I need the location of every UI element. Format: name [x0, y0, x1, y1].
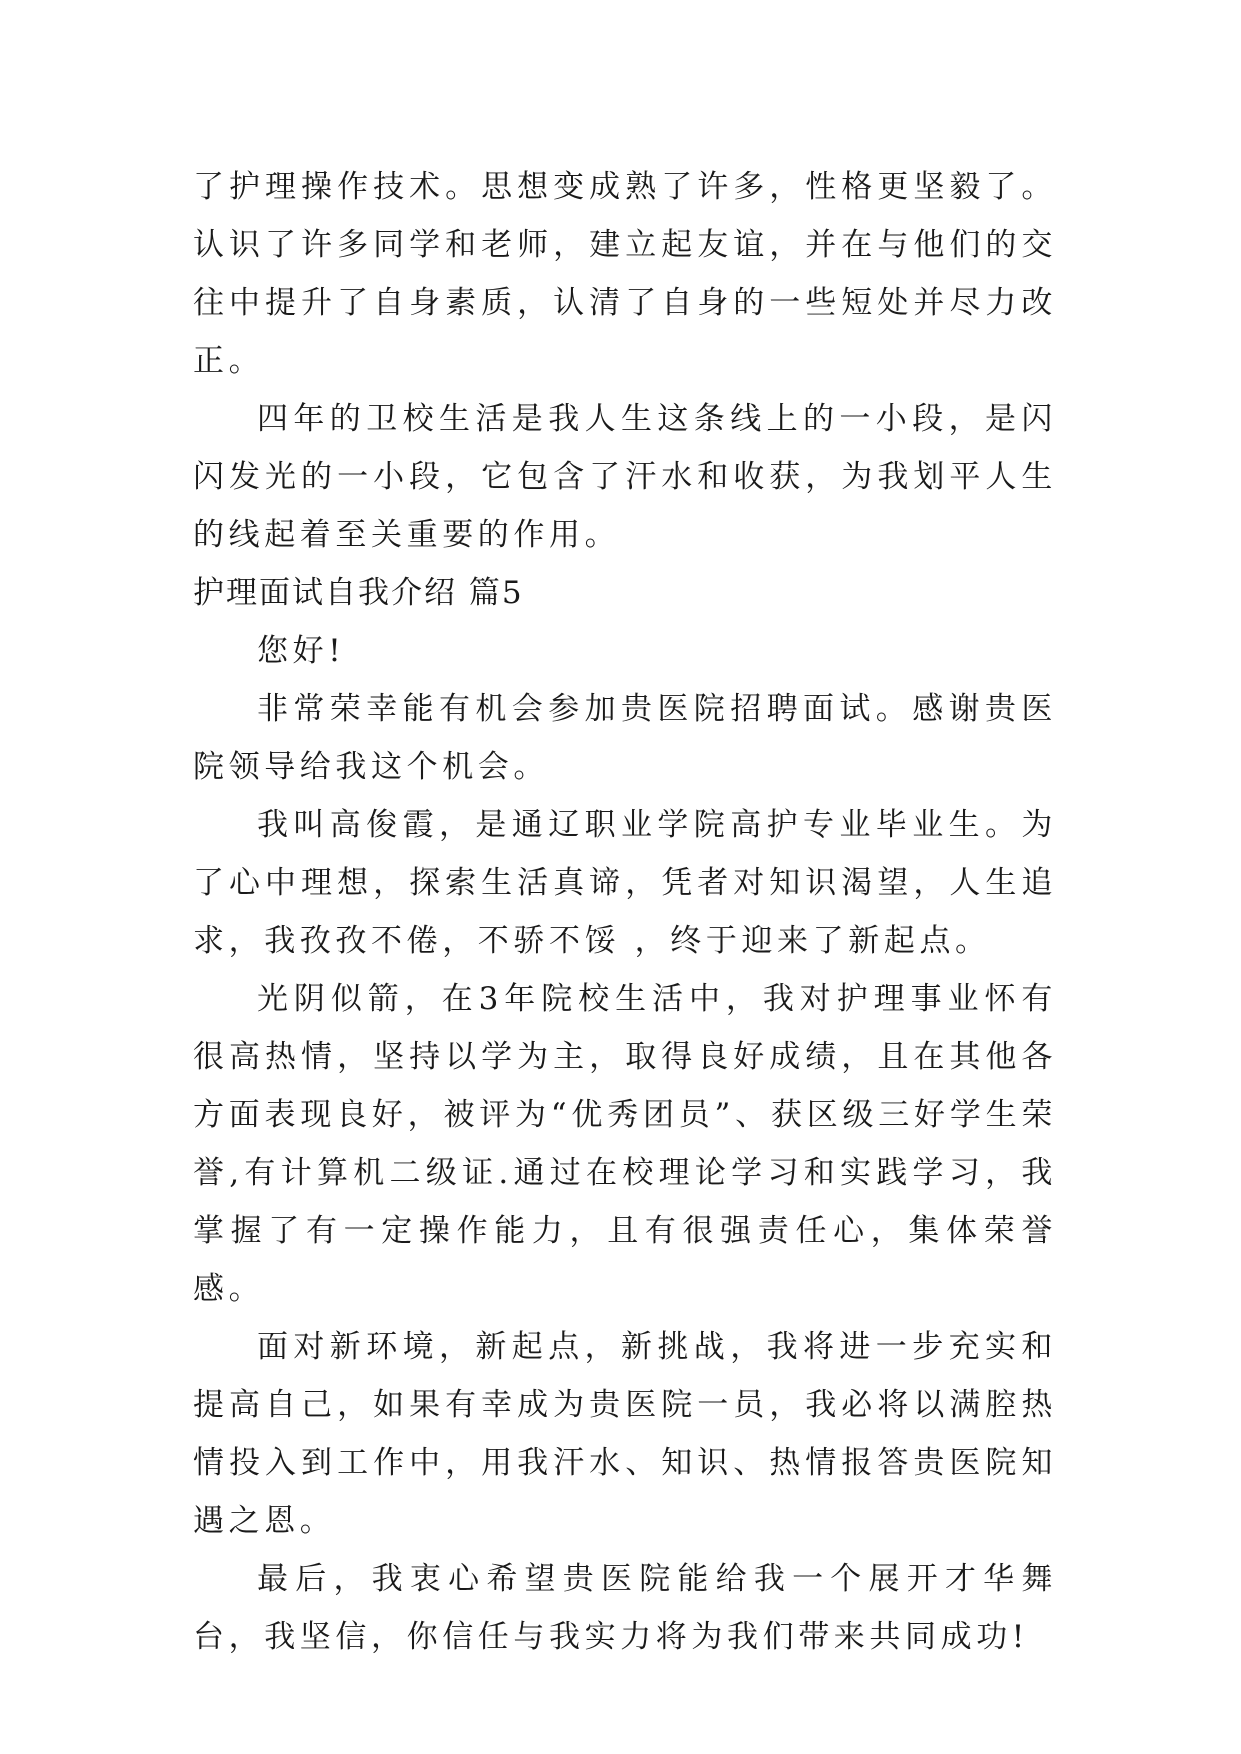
document-body — [193, 158, 1057, 1666]
paragraph-four-years: 四年的卫校生活是我人生这条线上的一小段，是闪闪发光的一小段，它包含了汗水和收获，为我划平人生的线起着至关重要的作用。 — [193, 401, 1057, 553]
paragraph-new-start: 面对新环境，新起点，新挑战，我将进一步充实和提高自己，如果有幸成为贵医院一员，我必将以满腔热情投入到工作中，用我汗水、知识、热情报答贵医院知遇之恩。 — [193, 1329, 1057, 1539]
paragraph-intro: 我叫高俊霞，是通辽职业学院高护专业毕业生。为了心中理想，探索生活真谛，凭者对知识渴望，人生追求，我孜孜不倦，不骄不馁 ，终于迎来了新起点。 — [193, 807, 1057, 959]
paragraph-continued: 了护理操作技术。思想变成熟了许多，性格更坚毅了。认识了许多同学和老师，建立起友谊，并在与他们的交往中提升了自身素质，认清了自身的一些短处并尽力改正。 — [193, 169, 1057, 379]
section-heading: 护理面试自我介绍 篇5 — [193, 575, 524, 611]
paragraph-three-years: 光阴似箭，在3年院校生活中，我对护理事业怀有很高热情，坚持以学为主，取得良好成绩，且在其他各方面表现良好，被评为“优秀团员”、获区级三好学生荣誉,有计算机二级证.通过在校理论学习和实践学习，我掌握了有一定操作能力，且有很强责任心，集体荣誉感。 — [193, 981, 1057, 1307]
paragraph-closing: 最后，我衷心希望贵医院能给我一个展开才华舞台，我坚信，你信任与我实力将为我们带来共同成功! — [193, 1561, 1057, 1655]
paragraph-honored: 非常荣幸能有机会参加贵医院招聘面试。感谢贵医院领导给我这个机会。 — [193, 691, 1057, 785]
paragraph-greeting: 您好! — [257, 633, 346, 669]
